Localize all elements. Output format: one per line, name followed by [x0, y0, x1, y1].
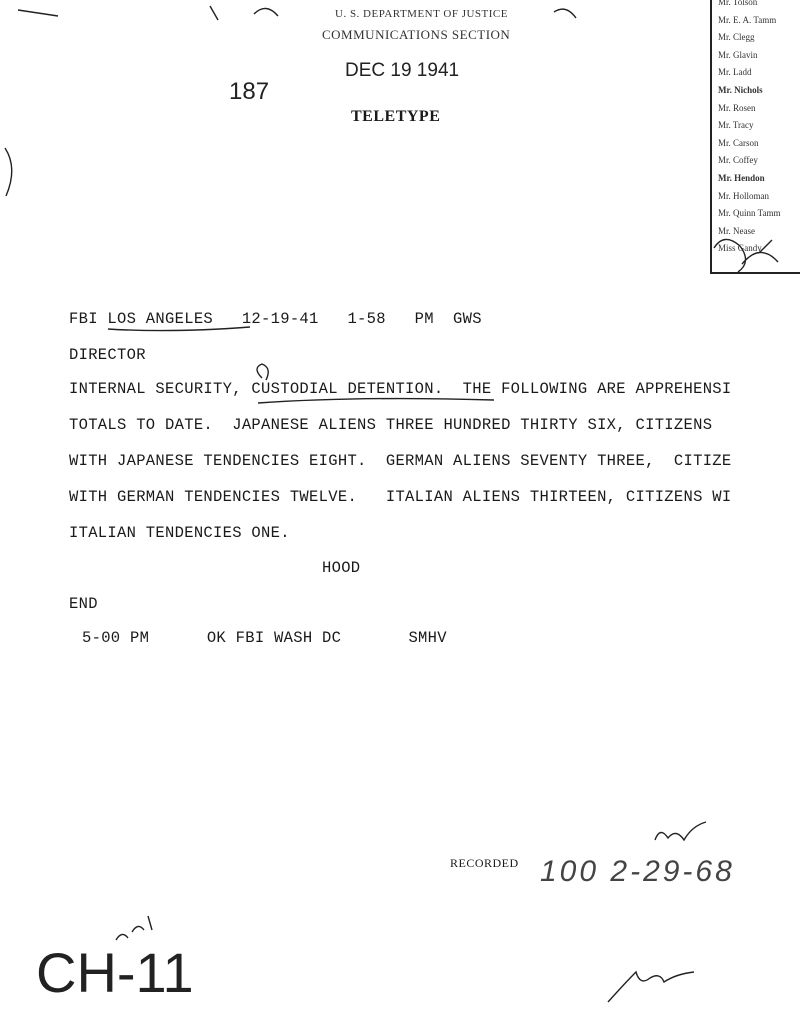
recorded-stamp: RECORDED	[450, 856, 519, 870]
corner-mark	[254, 8, 278, 16]
routing-list-item: Mr. Tolson	[718, 0, 758, 7]
handwritten-circle-mark	[257, 364, 268, 380]
underline-custodial-detention-mark	[258, 399, 494, 403]
routing-list-item: Mr. Hendon	[718, 172, 765, 183]
document-type-title: TELETYPE	[351, 108, 441, 125]
corner-mark	[554, 9, 576, 18]
routing-list-item: Mr. Ladd	[718, 67, 752, 78]
date-stamp: DEC 19 1941	[345, 60, 460, 81]
margin-bracket-mark	[5, 148, 12, 196]
message-line: TOTALS TO DATE. JAPANESE ALIENS THREE HUNDRED THIRTY SIX, CITIZENS	[69, 416, 713, 434]
routing-list-item: Mr. Nease	[718, 225, 755, 236]
ch-label: CH-11	[36, 941, 194, 1004]
ch-handwritten-mark	[116, 916, 152, 940]
routing-list-item: Mr. Nichols	[718, 84, 763, 95]
handwritten-initials-mark	[655, 822, 706, 840]
routing-list-item: Mr. E. A. Tamm	[718, 14, 777, 25]
routing-list-item: Mr. Tracy	[718, 120, 754, 131]
message-signature: HOOD	[322, 559, 361, 577]
routing-list-item: Mr. Coffey	[718, 155, 758, 166]
message-line: WITH JAPANESE TENDENCIES EIGHT. GERMAN ALIENS SEVENTY THREE, CITIZE	[69, 452, 732, 470]
routing-list-item: Mr. Rosen	[718, 102, 756, 113]
message-line: INTERNAL SECURITY, CUSTODIAL DETENTION. THE FOLLOWING ARE APPREHENSI	[69, 380, 732, 398]
underline-los-angeles-mark	[108, 327, 250, 331]
routing-list-item: Mr. Holloman	[718, 190, 769, 201]
handwritten-initials-mark	[608, 972, 694, 1002]
corner-mark	[210, 6, 218, 20]
routing-list-item: Miss Gandy	[718, 243, 762, 254]
handwritten-initials-mark	[714, 239, 778, 272]
file-number: 100 2-29-68	[540, 855, 735, 888]
message-acknowledgment: 5-00 PM OK FBI WASH DC SMHV	[82, 629, 447, 647]
routing-list-item: Mr. Clegg	[718, 32, 755, 43]
message-line: ITALIAN TENDENCIES ONE.	[69, 524, 290, 542]
department-stamp: U. S. DEPARTMENT OF JUSTICE	[335, 8, 508, 20]
routing-list-item: Mr. Quinn Tamm	[718, 208, 781, 219]
routing-list-item: Mr. Glavin	[718, 49, 758, 60]
message-line: WITH GERMAN TENDENCIES TWELVE. ITALIAN ALIENS THIRTEEN, CITIZENS WI	[69, 488, 732, 506]
message-addressee: DIRECTOR	[69, 346, 146, 364]
routing-list-item: Mr. Carson	[718, 137, 759, 148]
corner-mark	[18, 10, 58, 16]
message-end: END	[69, 595, 98, 613]
communications-section-stamp: COMMUNICATIONS SECTION	[322, 27, 511, 42]
message-header: FBI LOS ANGELES 12-19-41 1-58 PM GWS	[69, 310, 482, 328]
serial-number: 187	[229, 78, 270, 105]
